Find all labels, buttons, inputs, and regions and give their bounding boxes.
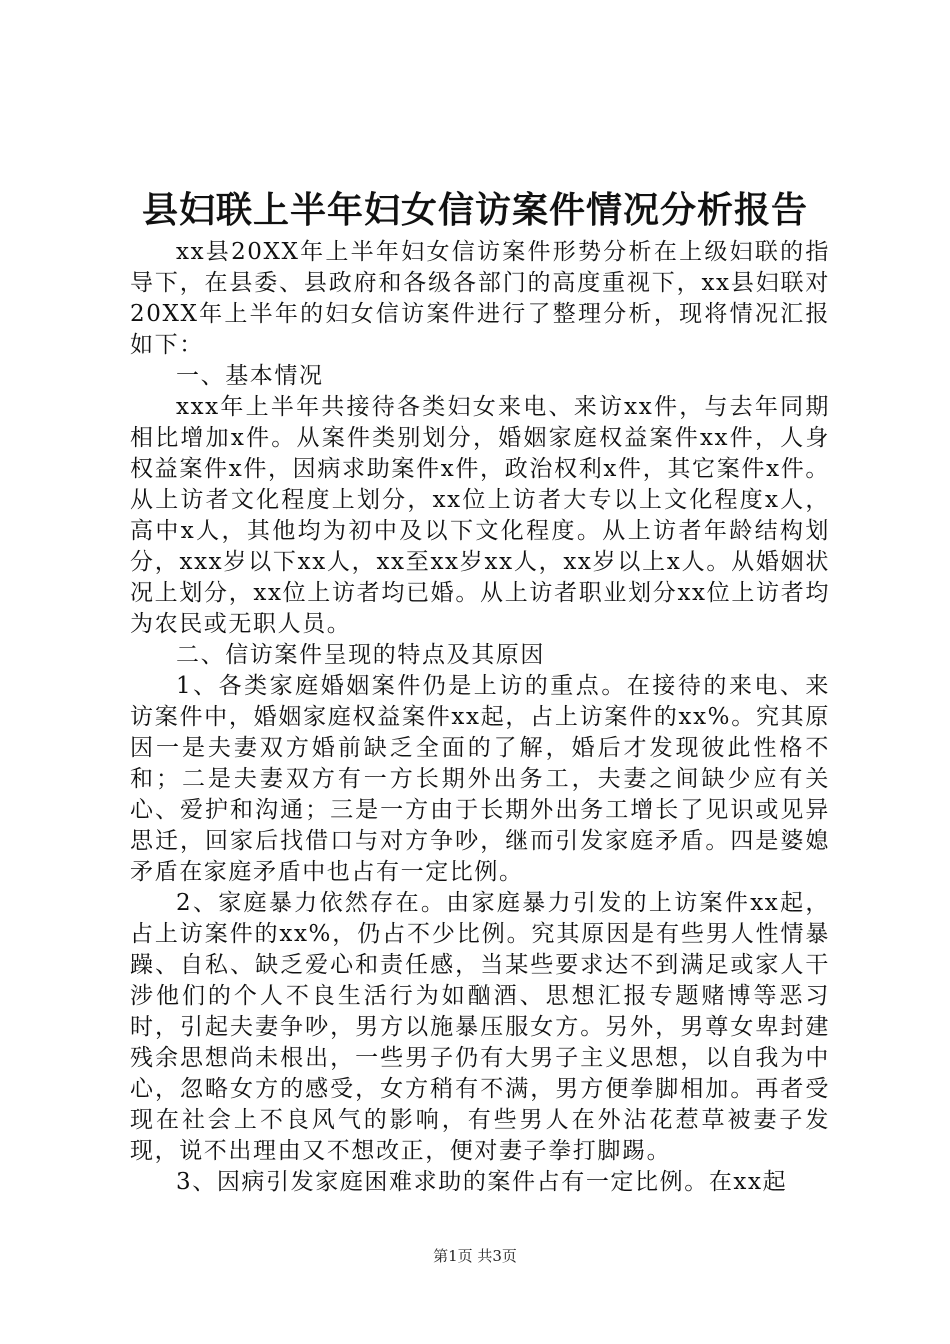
feature-paragraph-3: 3、因病引发家庭困难求助的案件占有一定比例。在xx起 xyxy=(176,1169,788,1195)
section-heading-basic: 一、基本情况 xyxy=(176,363,324,389)
section-heading-features: 二、信访案件呈现的特点及其原因 xyxy=(176,642,545,668)
feature-paragraph-1: 1、各类家庭婚姻案件仍是上访的重点。在接待的来电、来访案件中，婚姻家庭权益案件xx起，占上访案件的xx%。究其原因一是夫妻双方婚前缺乏全面的了解，婚后才发现彼此性格不和；二是夫妻双方有一方长期外出务工，夫妻之间缺少应有关心、爱护和沟通；三是一方由于长期外出务工增长了见识或见异思迁，回家后找借口与对方争吵，继而引发家庭矛盾。四是婆媳矛盾在家庭矛盾中也占有一定比例。 xyxy=(130,673,830,885)
intro-paragraph: xx县20XX年上半年妇女信访案件形势分析在上级妇联的指导下，在县委、县政府和各级各部门的高度重视下，xx县妇联对20XX年上半年的妇女信访案件进行了整理分析，现将情况汇报如下： xyxy=(130,239,830,358)
basic-situation-paragraph: xxx年上半年共接待各类妇女来电、来访xx件，与去年同期相比增加x件。从案件类别划分，婚姻家庭权益案件xx件，人身权益案件x件，因病求助案件x件，政治权利x件，其它案件x件。从上访者文化程度上划分，xx位上访者大专以上文化程度x人，高中x人，其他均为初中及以下文化程度。从上访者年龄结构划分，xxx岁以下xx人，xx至xx岁xx人，xx岁以上x人。从婚姻状况上划分，xx位上访者均已婚。从上访者职业划分xx位上访者均为农民或无职人员。 xyxy=(130,394,830,637)
feature-paragraph-2: 2、家庭暴力依然存在。由家庭暴力引发的上访案件xx起，占上访案件的xx%，仍占不少比例。究其原因是有些男人性情暴躁、自私、缺乏爱心和责任感，当某些要求达不到满足或家人干涉他们的个人不良生活行为如酗酒、思想汇报专题赌博等恶习时，引起夫妻争吵，男方以施暴压服女方。另外，男尊女卑封建残余思想尚未根出，一些男子仍有大男子主义思想，以自我为中心，忽略女方的感受，女方稍有不满，男方便拳脚相加。再者受现在社会上不良风气的影响，有些男人在外沾花惹草被妻子发现，说不出理由又不想改正，便对妻子拳打脚踢。 xyxy=(130,890,830,1164)
page-footer: 第1页 共3页 xyxy=(433,1247,517,1265)
document-title: 县妇联上半年妇女信访案件情况分析报告 xyxy=(141,189,808,231)
document-body xyxy=(130,237,830,1198)
